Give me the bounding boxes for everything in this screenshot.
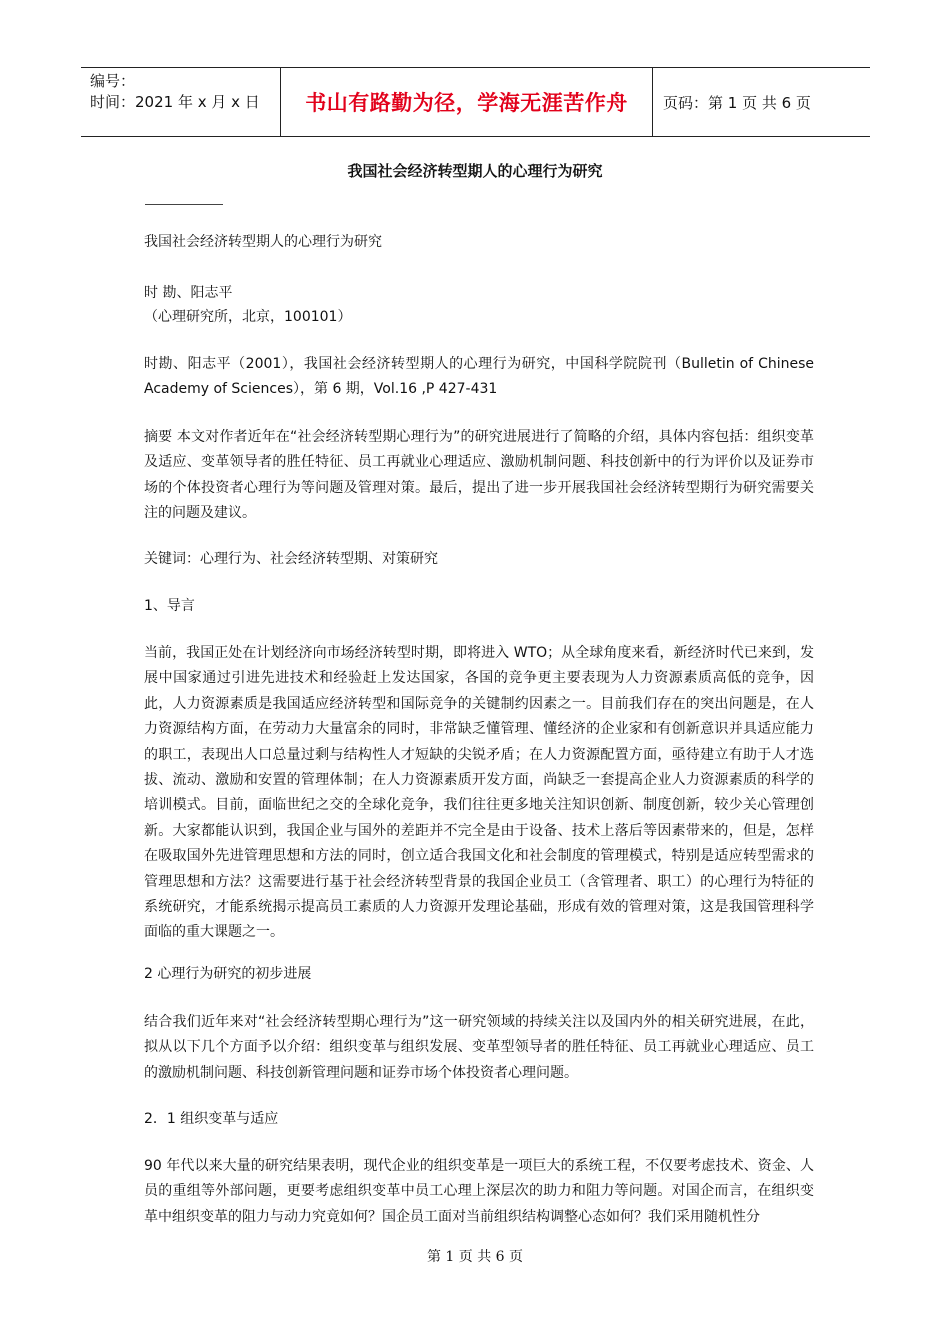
authors: 时 勘、阳志平 [144, 285, 233, 301]
page-info-text: 页码：第 1 页 共 6 页 [663, 93, 811, 112]
header-meta-cell [81, 68, 281, 136]
motto-text: 书山有路勤为径，学海无涯苦作舟 [305, 91, 628, 115]
section-1-heading: 1、导言 [144, 598, 195, 614]
section-2-paragraph: 结合我们近年来对“社会经济转型期心理行为”这一研究领域的持续关注以及国内外的相关研究进展，在此，拟从以下几个方面予以介绍：组织变革与组织发展、变革型领导者的胜任特征、员工再就业心理适应、员工的激励机制问题、科技创新管理问题和证券市场个体投资者心理问题。 [144, 1014, 814, 1081]
citation: 时勘、阳志平（2001），我国社会经济转型期人的心理行为研究，中国科学院院刊（Bulletin of Chinese Academy of Sciences），第 6 期，Vol.16 ,P 427-431 [144, 356, 814, 398]
date-label: 时间：2021 年 x 月 x 日 [90, 93, 260, 111]
title-divider [145, 204, 223, 205]
article-subtitle: 我国社会经济转型期人的心理行为研究 [144, 234, 382, 250]
serial-number-label: 编号： [90, 72, 136, 90]
motto-cell [281, 68, 653, 136]
page-footer: 第 1 页 共 6 页 [426, 1249, 524, 1265]
keywords: 关键词：心理行为、社会经济转型期、对策研究 [144, 551, 438, 567]
section-1-paragraph: 当前，我国正处在计划经济向市场经济转型时期，即将进入 WTO；从全球角度来看，新经济时代已来到，发展中国家通过引进先进技术和经验赶上发达国家，各国的竞争更主要表现为人力资源素质高低的竞争，因此，人力资源素质是我国适应经济转型和国际竞争的关键制约因素之一。目前我们存在的突出问题是，在人力资源结构方面，在劳动力大量富余的同时，非常缺乏懂管理、懂经济的企业家和有创新意识并具适应能力的职工，表现出人口总量过剩与结构性人才短缺的尖锐矛盾；在人力资源配置方面，亟待建立有助于人才选拔、流动、激励和安置的管理体制；在人力资源素质开发方面，尚缺乏一套提高企业人力资源素质的科学的培训模式。目前，面临世纪之交的全球化竞争，我们往往更多地关注知识创新、制度创新，较少关心管理创新。大家都能认识到，我国企业与国外的差距并不完全是由于设备、技术上落后等因素带来的，但是，怎样在吸取国外先进管理思想和方法的同时，创立适合我国文化和社会制度的管理模式，特别是适应转型需求的管理思想和方法？这需要进行基于社会经济转型背景的我国企业员工（含管理者、职工）的心理行为特征的系统研究，才能系统揭示提高员工素质的人力资源开发理论基础，形成有效的管理对策，这是我国管理科学面临的重大课题之一。 [144, 645, 814, 941]
section-2-1-heading: 2．1 组织变革与适应 [144, 1111, 279, 1127]
page-info-cell [653, 68, 870, 136]
page-header [81, 67, 870, 137]
document-title: 我国社会经济转型期人的心理行为研究 [347, 162, 603, 180]
section-2-heading: 2 心理行为研究的初步进展 [144, 966, 312, 982]
section-2-1-paragraph: 90 年代以来大量的研究结果表明，现代企业的组织变革是一项巨大的系统工程，不仅要考虑技术、资金、人员的重组等外部问题，更要考虑组织变革中员工心理上深层次的助力和阻力等问题。对国企而言，在组织变革中组织变革的阻力与动力究竟如何？国企员工面对当前组织结构调整心态如何？我们采用随机性分 [144, 1158, 814, 1225]
abstract: 摘要 本文对作者近年在“社会经济转型期心理行为”的研究进展进行了简略的介绍，具体内容包括：组织变革及适应、变革领导者的胜任特征、员工再就业心理适应、激励机制问题、科技创新中的行为评价以及证券市场的个体投资者心理行为等问题及管理对策。最后，提出了进一步开展我国社会经济转型期行为研究需要关注的问题及建议。 [144, 429, 814, 522]
affiliation: （心理研究所，北京，100101） [144, 309, 352, 325]
